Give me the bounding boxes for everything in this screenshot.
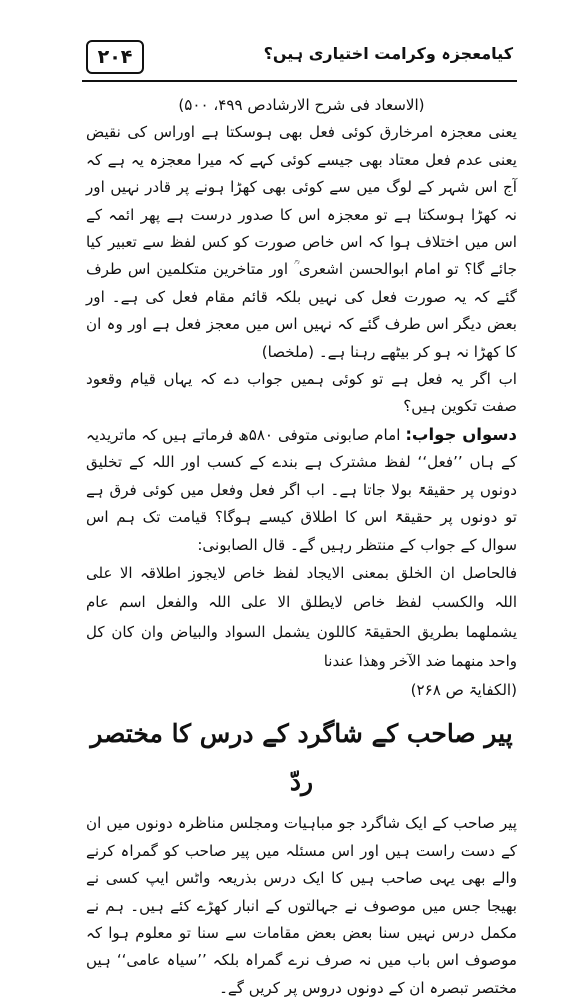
paragraph-student-lesson: پیر صاحب کے ایک شاگرد جو مباہیات ومجلس مناظرہ دونوں میں ان کے دست راست ہیں اور اس مسئلہ میں پیر صاحب کو گمراہ کرنے والے بھی یہی صاحب ہیں کا ایک درس بذریعہ واٹس ایپ کسی نے بھیجا جس میں موصوف نے جہالتوں کے انبار کھڑے کئے ہیں۔ ہم نے مکمل درس نہیں سنا بعض بعض مقامات سے سنا تو معلوم ہوا کہ موصوف اس باب میں نہ صرف نرے گمراہ بلکہ ’’سیاہ عامی‘‘ ہیں مختصر تبصرہ ان کے دونوں دروس پر کریں گے۔: [86, 814, 517, 997]
arabic-quotation: فالحاصل ان الخلق بمعنی الایجاد لفظ خاص لایجوز اطلاقہ الا علی اللہ والکسب لفظ خاص لایطلق الا علی اللہ والفعل اسم عام یشملھما بطریق الحقیقۃ کاللون یشمل السواد والبیاض وان کان کل واحد منھما ضد الآخر وھذا عندنا: [86, 563, 517, 671]
tenth-answer-label: دسواں جواب:: [405, 424, 518, 444]
tenth-answer-text: امام صابونی متوفی ۵۸۰ھ فرماتے ہیں کہ ماتریدیہ کے ہاں ’’فعل‘‘ لفظ مشترک ہے بندے کے کسب اور اللہ کے تخلیق دونوں پر حقیقۃً بولا جاتا ہے۔ اب اگر فعل وفعل میں کوئی فرق ہے تو دونوں پر حقیقۃً اس کا اطلاق کیسے ہوگا؟ قیامت تک ہم اس سوال کے جواب کے منتظر رہیں گے۔ قال الصابونی:: [86, 425, 517, 554]
paragraph-question: اب اگر یہ فعل ہے تو کوئی ہمیں جواب دے کہ یہاں قیام وقعود صفت تکوین ہیں؟: [86, 370, 517, 416]
page-body: [86, 92, 517, 1002]
kifaya-citation: (الکفایۃ ص ۲۶۸): [410, 680, 517, 699]
paragraph-miracle-definition: یعنی معجزہ امرخارق کوئی فعل بھی ہوسکتا ہے اوراس کی نقیض یعنی عدم فعل معتاد بھی جیسے کوئی کہے کہ میرا معجزہ یہ ہے کہ آج اس شہر کے لوگ میں سے کوئی بھی کھڑا ہونے پر قادر نہیں اور نہ کھڑا ہوسکتا ہے تو معجزہ اس کا صدور درست ہے پھر ائمہ کے اس میں اختلاف ہوا کہ اس خاص صورت کو کس لفظ سے تعبیر کیا جائے گا؟ تو امام ابوالحسن اشعری ؒ اور متاخرین متکلمین اس طرف گئے کہ یہ صورت فعل کی نہیں بلکہ قائم مقام فعل کی ہے۔ اور بعض دیگر اس طرف گئے کہ نہیں اس میں معجز فعل ہے اور وہ ان کا کھڑا نہ ہو کر بیٹھے رہنا ہے۔ (ملخصا): [86, 123, 517, 361]
reference-citation: (الاسعاد فی شرح الارشادص ۴۹۹، ۵۰۰): [178, 96, 425, 114]
section-heading: پیر صاحب کے شاگرد کے درس کا مختصر ردّ: [90, 719, 513, 797]
paragraph-tenth-answer: [86, 421, 517, 559]
header-divider: [82, 80, 517, 82]
page-number-box: ۲۰۴: [86, 40, 144, 74]
running-title: کیامعجزہ وکرامت اختیاری ہیں؟: [263, 44, 513, 63]
